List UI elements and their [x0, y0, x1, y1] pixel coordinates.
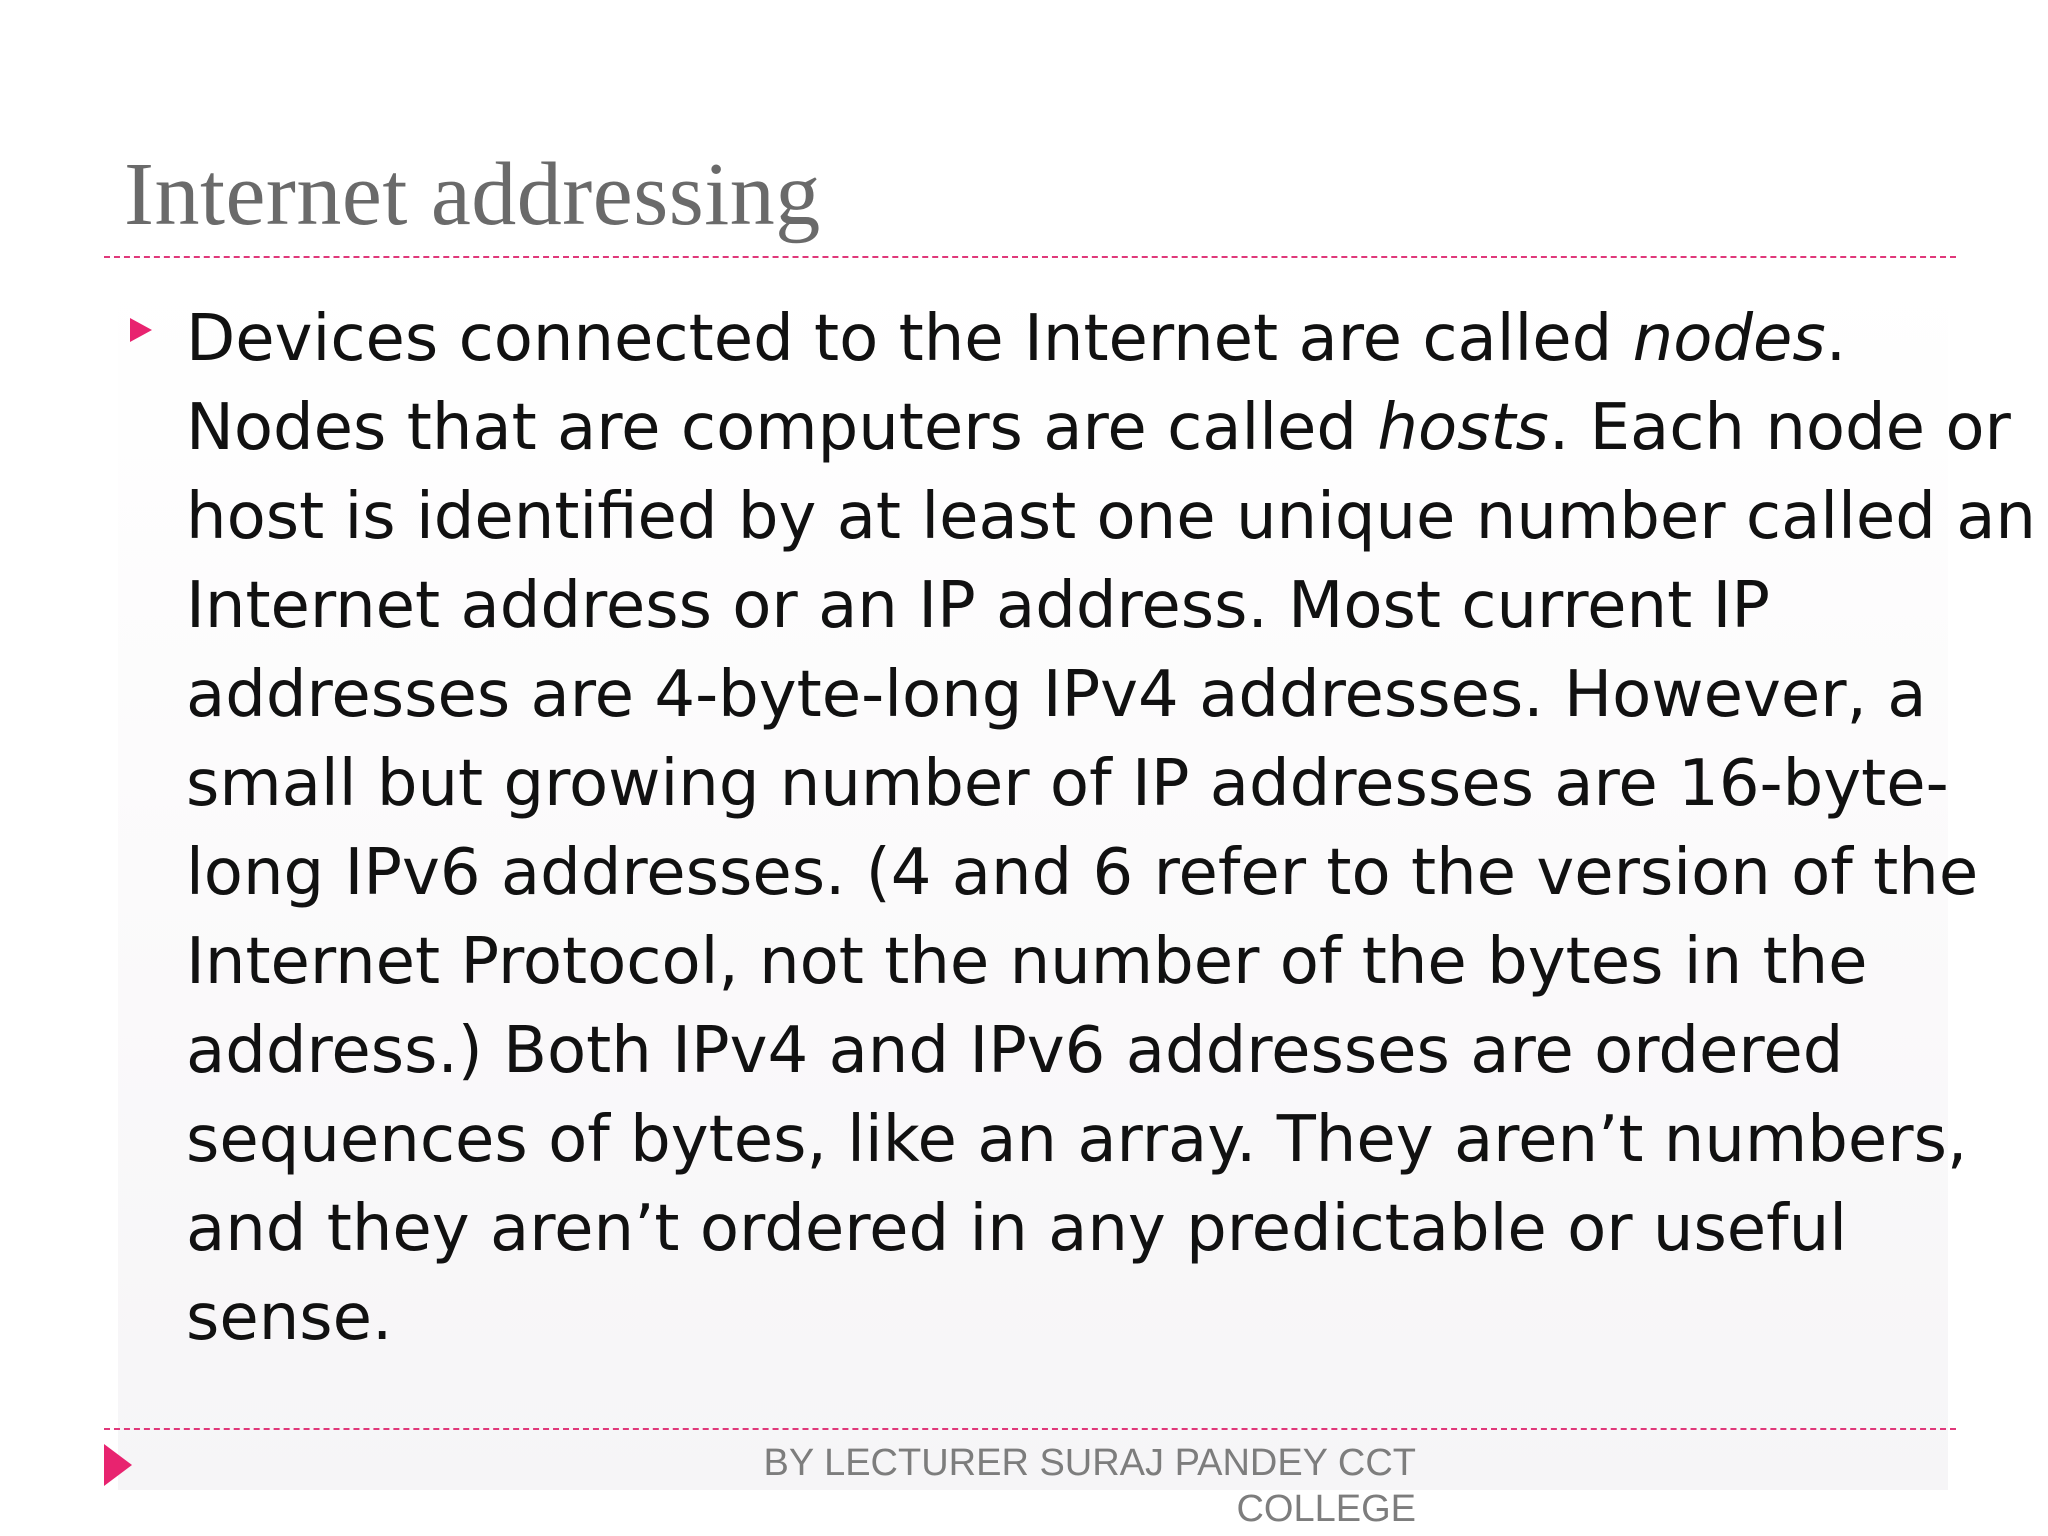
footer-divider — [104, 1428, 1956, 1430]
bullet-line: addresses are 4-byte-long IPv4 addresses. However, a — [186, 658, 1927, 732]
bullet-line: small but growing number of IP addresses are 16-byte- — [186, 747, 1949, 821]
line-text: . Each node or — [1548, 391, 2011, 465]
bullet-line: long IPv6 addresses. (4 and 6 refer to the version of the — [186, 836, 1979, 910]
bullet-line: address.) Both IPv4 and IPv6 addresses are ordered — [186, 1014, 1844, 1088]
triangle-bullet-icon — [130, 318, 152, 342]
title-divider — [104, 256, 1956, 258]
line-text: . — [1825, 302, 1847, 376]
bullet-line — [186, 295, 1926, 384]
emphasis-term: hosts — [1377, 391, 1549, 465]
footer-line-1: BY LECTURER SURAJ PANDEY CCT — [763, 1442, 1416, 1484]
bullet-paragraph — [186, 295, 2036, 1363]
bullet-line: Internet Protocol, not the number of the bytes in the — [186, 925, 1868, 999]
line-text: Devices connected to the Internet are called — [186, 302, 1633, 376]
bullet-line: sense. — [186, 1281, 393, 1355]
line-text: Nodes that are computers are called — [186, 391, 1378, 465]
slide-title: Internet addressing — [124, 145, 821, 244]
footer-credit — [600, 1440, 1416, 1532]
footer-line-2: COLLEGE — [1236, 1488, 1416, 1530]
bullet-line: sequences of bytes, like an array. They aren’t numbers, — [186, 1103, 1968, 1177]
triangle-arrow-icon — [104, 1444, 132, 1486]
bullet-line — [186, 384, 2011, 473]
bullet-line: Internet address or an IP address. Most current IP — [186, 569, 1770, 643]
emphasis-term: nodes — [1632, 302, 1826, 376]
bullet-line: host is identified by at least one unique number called an — [186, 480, 2036, 554]
bullet-line: and they aren’t ordered in any predictable or useful — [186, 1192, 1848, 1266]
